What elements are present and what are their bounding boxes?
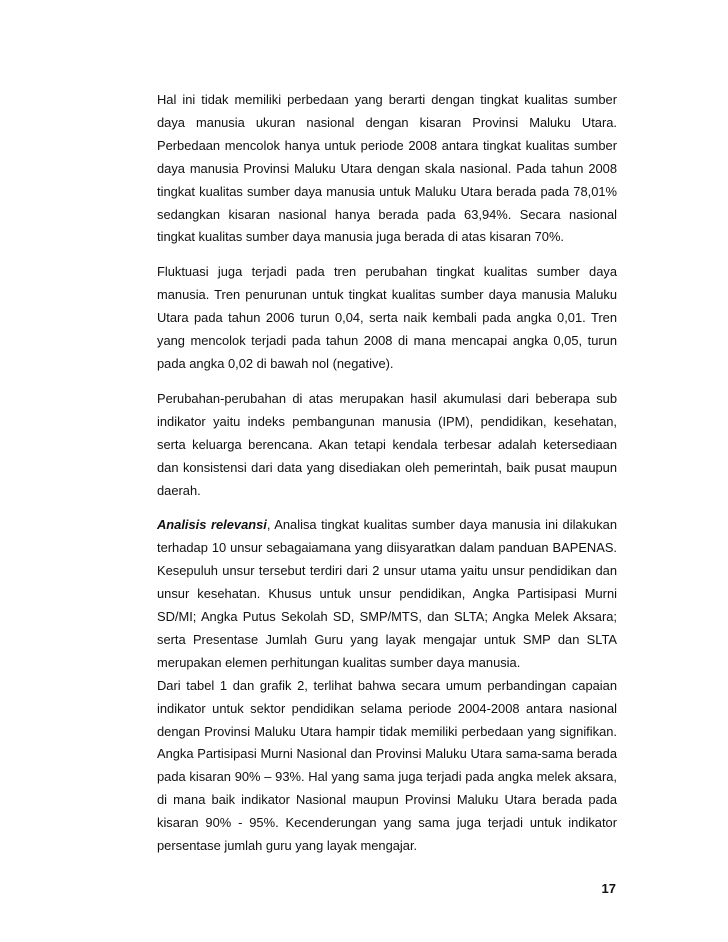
analysis-text: , Analisa tingkat kualitas sumber daya manusia ini dilakukan terhadap 10 unsur sebagaiamana yang diisyaratkan dalam panduan BAPENAS. Kesepuluh unsur tersebut terdiri dari 2 unsur utama yaitu unsur pendidikan dan unsur kesehatan. Khusus untuk unsur pendidikan, Angka Partisipasi Murni SD/MI; Angka Putus Sekolah SD, SMP/MTS, dan SLTA; Angka Melek Aksara; serta Presentase Jumlah Guru yang layak mengajar untuk SMP dan SLTA merupakan elemen perhitungan kualitas sumber daya manusia.: [157, 517, 617, 670]
paragraph-sub-indicators: Perubahan-perubahan di atas merupakan hasil akumulasi dari beberapa sub indikator yaitu indeks pembangunan manusia (IPM), pendidikan, kesehatan, serta keluarga berencana. Akan tetapi kendala terbesar adalah ketersediaan dan konsistensi dari data yang disediakan oleh pemerintah, baik pusat maupun daerah.: [157, 390, 617, 498]
paragraph-trend-fluctuation: Fluktuasi juga terjadi pada tren perubahan tingkat kualitas sumber daya manusia. Tren penurunan untuk tingkat kualitas sumber daya manusia Maluku Utara pada tahun 2006 turun 0,04, serta naik kembali pada angka 0,01. Tren yang mencolok terjadi pada tahun 2008 di mana mencapai angka 0,05, turun pada angka 0,02 di bawah nol (negative).: [157, 264, 617, 371]
analysis-lead-term: Analisis relevansi: [157, 517, 267, 533]
page-number: 17: [601, 881, 616, 896]
paragraph-education-comparison: Dari tabel 1 dan grafik 2, terlihat bahwa secara umum perbandingan capaian indikator untuk sektor pendidikan selama periode 2004-2008 antara nasional dengan Provinsi Maluku Utara hampir tidak memiliki perbedaan yang signifikan. Angka Partisipasi Murni Nasional dan Provinsi Maluku Utara sama-sama berada pada kisaran 90% – 93%. Hal yang sama juga terjadi pada angka melek aksara, di mana baik indikator Nasional maupun Provinsi Maluku Utara berada pada kisaran 90% - 95%. Kecenderungan yang sama juga terjadi untuk indikator persentase jumlah guru yang layak mengajar.: [157, 677, 617, 854]
paragraph-relevance-analysis: [157, 514, 617, 674]
document-body: [157, 89, 617, 858]
paragraph-hrd-comparison: Hal ini tidak memiliki perbedaan yang berarti dengan tingkat kualitas sumber daya manusia ukuran nasional dengan kisaran Provinsi Maluku Utara. Perbedaan mencolok hanya untuk periode 2008 antara tingkat kualitas sumber daya manusia Provinsi Maluku Utara dengan skala nasional. Pada tahun 2008 tingkat kualitas sumber daya manusia untuk Maluku Utara berada pada 78,01% sedangkan kisaran nasional hanya berada pada 63,94%. Secara nasional tingkat kualitas sumber daya manusia juga berada di atas kisaran 70%.: [157, 92, 617, 245]
